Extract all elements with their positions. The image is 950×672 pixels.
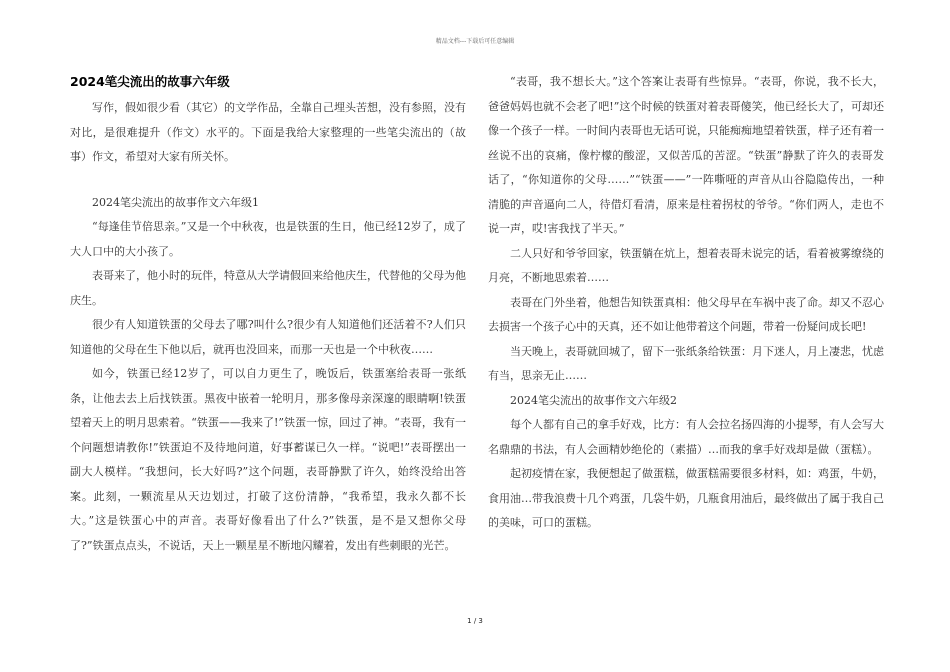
body-paragraph: 如今，铁蛋已经12岁了，可以自力更生了，晚饭后，铁蛋塞给表哥一张纸条，让他去去上后找铁蛋。黑夜中嵌着一轮明月，那多像母亲深邃的眼睛啊!铁蛋望着天上的明月思索着。“铁蛋——我来了!”铁蛋一惊，回过了神。“表哥，我有一个问题想请教你!”铁蛋迫不及待地问道，好事蓄谋已久一样。“说吧!”表哥摆出一副大人模样。“我想问，长大好吗?”这个问题，表哥静默了许久，始终没给出答案。此刻，一颗流星从天边划过，打破了这份清静，“我希望，我永久都不长大。”这是铁蛋心中的声音。表哥好像看出了什么?”铁蛋，是不是又想你父母了?”铁蛋点点头，不说话，天上一颗星星不断地闪耀着，发出有些刺眼的光芒。 [70,367,466,552]
body-paragraph: 起初疫情在家，我便想起了做蛋糕，做蛋糕需要很多材料，如：鸡蛋，牛奶，食用油…带我浪费十几个鸡蛋，几袋牛奶，几瓶食用油后，最终做出了属于我自己的美味，可口的蛋糕。 [488,467,884,529]
page-indicator: 1 / 3 [467,617,483,625]
intro-paragraph: 写作，假如很少看（其它）的文学作品，全靠自己埋头苦想，没有参照，没有对比，是很难提升（作文）水平的。下面是我给大家整理的一些笔尖流出的（故事）作文，希望对大家有所关怀。 [70,101,466,163]
section-gap [70,170,466,191]
body-paragraph: “每逢佳节倍思亲。”又是一个中秋夜，也是铁蛋的生日，他已经12岁了，成了大人口中的大小孩了。 [70,220,466,258]
section-heading-2: 2024笔尖流出的故事作文六年级2 [510,393,677,407]
right-column [488,70,884,536]
body-paragraph: 每个人都有自己的拿手好戏，比方：有人会拉名扬四海的小提琴，有人会写大名鼎鼎的书法，有人会画精妙绝伦的（素描）…而我的拿手好戏却是做（蛋糕）。 [488,418,884,456]
body-paragraph: 表哥来了，他小时的玩伴，特意从大学请假回来给他庆生，代替他的父母为他庆生。 [70,269,466,307]
body-paragraph: “表哥，我不想长大。”这个答案让表哥有些惊异。“表哥，你说，我不长大，爸爸妈妈也就不会老了吧!”这个时候的铁蛋对着表哥傻笑，他已经长大了，可却还像一个孩子一样。一时间内表哥也无话可说，只能痴痴地望着铁蛋，样子还有着一丝说不出的哀痛，像柠檬的酸涩，又似苦瓜的苦涩。“铁蛋”静默了许久的表哥发话了，“你知道你的父母……”“铁蛋——”一阵嘶哑的声音从山谷隐隐传出，一种清脆的声音逼向二人，待借灯看清，原来是柱着拐杖的爷爷。“你们两人，走也不说一声，哎!害我找了半天。” [488,75,884,235]
body-paragraph: 很少有人知道铁蛋的父母去了哪?叫什么?很少有人知道他们还活着不?人们只知道他的父母在生下他以后，就再也没回来，而那一天也是一个中秋夜…… [70,318,466,356]
page-header: 精品文档---下载后可任意编辑 [435,38,515,45]
section-heading-1: 2024笔尖流出的故事作文六年级1 [92,195,259,209]
body-paragraph: 二人只好和爷爷回家，铁蛋躺在炕上，想着表哥未说完的话，看着被雾缭绕的月亮，不断地思索着…… [488,246,884,284]
body-paragraph: 表哥在门外坐着，他想告知铁蛋真相：他父母早在车祸中丧了命。却又不忍心去损害一个孩子心中的天真，还不如让他带着这个问题，带着一份疑问成长吧! [488,295,884,333]
document-title: 2024笔尖流出的故事六年级 [70,74,230,89]
left-column [70,70,466,558]
body-paragraph: 当天晚上，表哥就回城了，留下一张纸条给铁蛋：月下迷人，月上凄悲，忧虑有当，思亲无止…… [488,344,884,382]
